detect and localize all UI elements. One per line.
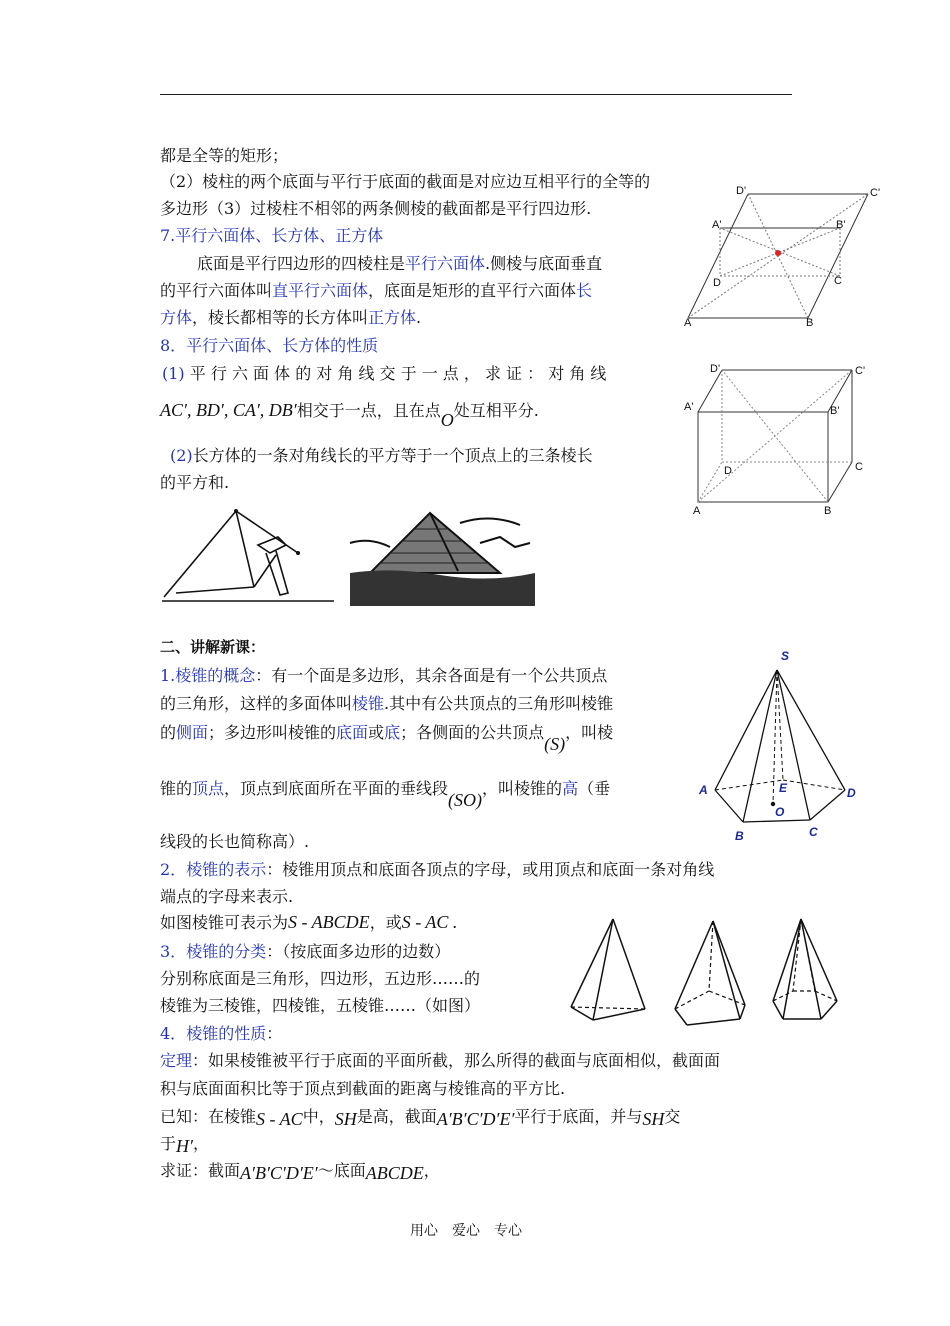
term: 正方体 [368, 308, 417, 327]
math: (SO) [448, 790, 483, 810]
vertex-label: A' [684, 401, 694, 413]
text-line: 多边形（3）过棱柱不相邻的两条侧棱的截面都是平行四边形. [160, 199, 592, 218]
heading-8: 8．平行六面体、长方体的性质 [160, 336, 379, 355]
text-line: 如图棱锥可表示为S - ABCDE，或S - AC . [160, 912, 458, 932]
vertex-label: D' [710, 363, 721, 375]
vertex-label: D [847, 786, 856, 800]
text-line: 的侧面；多边形叫棱锥的底面或底；各侧面的公共顶点(S)，叫棱 [160, 723, 614, 754]
term: 平行六面体 [405, 254, 486, 273]
vertex-label: A [693, 505, 701, 517]
vertex-label: C' [870, 187, 881, 199]
term: 底面 [336, 723, 369, 742]
text-line: 求证：截面A′B′C′D′E′～底面ABCDE， [160, 1161, 440, 1183]
term: 方体 [160, 308, 193, 327]
text-line: 1.棱锥的概念：有一个面是多边形，其余各面是有一个公共顶点 [160, 666, 608, 685]
term: 侧面 [176, 723, 209, 742]
vertex-label: D' [736, 185, 747, 197]
cuboid-figure [684, 360, 880, 520]
text-line: 线段的长也简称高）. [160, 832, 310, 851]
term: 顶点 [192, 779, 225, 798]
text-line: 底面是平行四边形的四棱柱是平行六面体.侧棱与底面垂直 [197, 254, 603, 273]
vertex-label: B [806, 317, 814, 329]
pentagonal-pyramid-figure [695, 648, 875, 848]
vertex-label: B' [830, 405, 840, 417]
term: 定理 [160, 1051, 193, 1070]
math: SH [642, 1109, 665, 1129]
parallelepiped-figure [680, 180, 890, 329]
math: (S) [544, 734, 566, 754]
text-line: 端点的字母来表示. [160, 887, 294, 906]
text-line: 的三角形，这样的多面体叫棱锥.其中有公共顶点的三角形叫棱锥 [160, 694, 614, 713]
term: 棱锥的概念 [175, 666, 256, 685]
text-line: AC′, BD′, CA′, DB′相交于一点，且在点O处互相平分. [160, 400, 539, 430]
term: 直平行六面体 [272, 281, 369, 300]
vertex-label: S [781, 649, 790, 663]
math: S - AC [256, 1109, 303, 1129]
vertex-label: A [699, 783, 708, 797]
pyramid-classification-figure [565, 915, 845, 1030]
text-line: 2．棱锥的表示：棱锥用顶点和底面各顶点的字母，或用顶点和底面一条对角线 [160, 860, 715, 879]
math: O [440, 410, 454, 430]
footer-text: 用心 爱心 专心 [410, 1223, 522, 1239]
math: AC′, BD′, CA′, DB′ [160, 400, 297, 420]
text-line: 方体，棱长都相等的长方体叫正方体. [160, 308, 422, 327]
pyramid-photo-figure [350, 503, 535, 606]
header-rule [160, 94, 792, 95]
text-line: 积与底面面积比等于顶点到截面的距离与棱锥高的平方比. [160, 1079, 566, 1098]
text-line: 已知：在棱锥S - AC中，SH是高，截面A′B′C′D′E′平行于底面，并与SH交 [160, 1107, 681, 1129]
term: 棱锥 [352, 694, 385, 713]
text-line: 定理：如果棱锥被平行于底面的平面所截，那么所得的截面与底面相似，截面面 [160, 1051, 721, 1070]
heading-7: 7.平行六面体、长方体、正方体 [160, 226, 384, 245]
vertex-label: C' [855, 365, 866, 377]
term: 长 [576, 281, 593, 300]
text-line: （2）棱柱的两个底面与平行于底面的截面是对应边互相平行的全等的 [160, 172, 651, 191]
math: SH [334, 1109, 357, 1129]
text-line: 的平方和. [160, 473, 230, 492]
vertex-label: B [735, 829, 744, 843]
vertex-label: C [855, 461, 863, 473]
math: A′B′C′D′E′ [240, 1163, 318, 1183]
math: S - AC . [401, 912, 458, 932]
vertex-label: A' [712, 219, 722, 231]
vertex-label: B [824, 505, 832, 517]
vertex-label: A [684, 317, 692, 329]
term: 棱锥的分类 [186, 942, 267, 961]
vertex-label: C [834, 275, 842, 287]
vertex-label: D [724, 465, 732, 477]
text-line: 棱锥为三棱锥，四棱锥，五棱锥……（如图） [160, 996, 481, 1015]
text-line: 4．棱锥的性质： [160, 1024, 283, 1043]
pyramid-sketch-figure [158, 505, 338, 605]
term: 棱锥的性质 [186, 1024, 267, 1043]
vertex-label: C [809, 825, 818, 839]
math: ABCDE [365, 1163, 424, 1183]
math: H′ [176, 1136, 193, 1156]
text-line: 3．棱锥的分类：（按底面多边形的边数） [160, 942, 451, 961]
section-title: 二、讲解新课： [160, 638, 266, 656]
text-line: (1) 平 行 六 面 体 的 对 角 线 交 于 一 点 ， 求 证 ： 对 角 线 [162, 364, 607, 383]
term: 底 [384, 723, 401, 742]
text-line: (2)长方体的一条对角线长的平方等于一个顶点上的三条棱长 [170, 446, 593, 465]
term: 高 [562, 779, 579, 798]
vertex-label: O [775, 805, 785, 819]
term: 棱锥的表示 [186, 860, 267, 879]
text-line: 锥的顶点，顶点到底面所在平面的垂线段(SO)，叫棱锥的高（垂 [160, 779, 611, 810]
vertex-label: E [779, 781, 788, 795]
math: A′B′C′D′E′ [436, 1109, 515, 1129]
text-line: 的平行六面体叫直平行六面体，底面是矩形的直平行六面体长 [160, 281, 593, 300]
text-line: 于H′， [160, 1134, 209, 1156]
text-line: 都是全等的矩形； [160, 146, 289, 165]
vertex-label: D [713, 277, 721, 289]
vertex-label: B' [836, 219, 846, 231]
text-line: 分别称底面是三角形，四边形，五边形……的 [160, 969, 481, 988]
math: S - ABCDE [288, 912, 370, 932]
